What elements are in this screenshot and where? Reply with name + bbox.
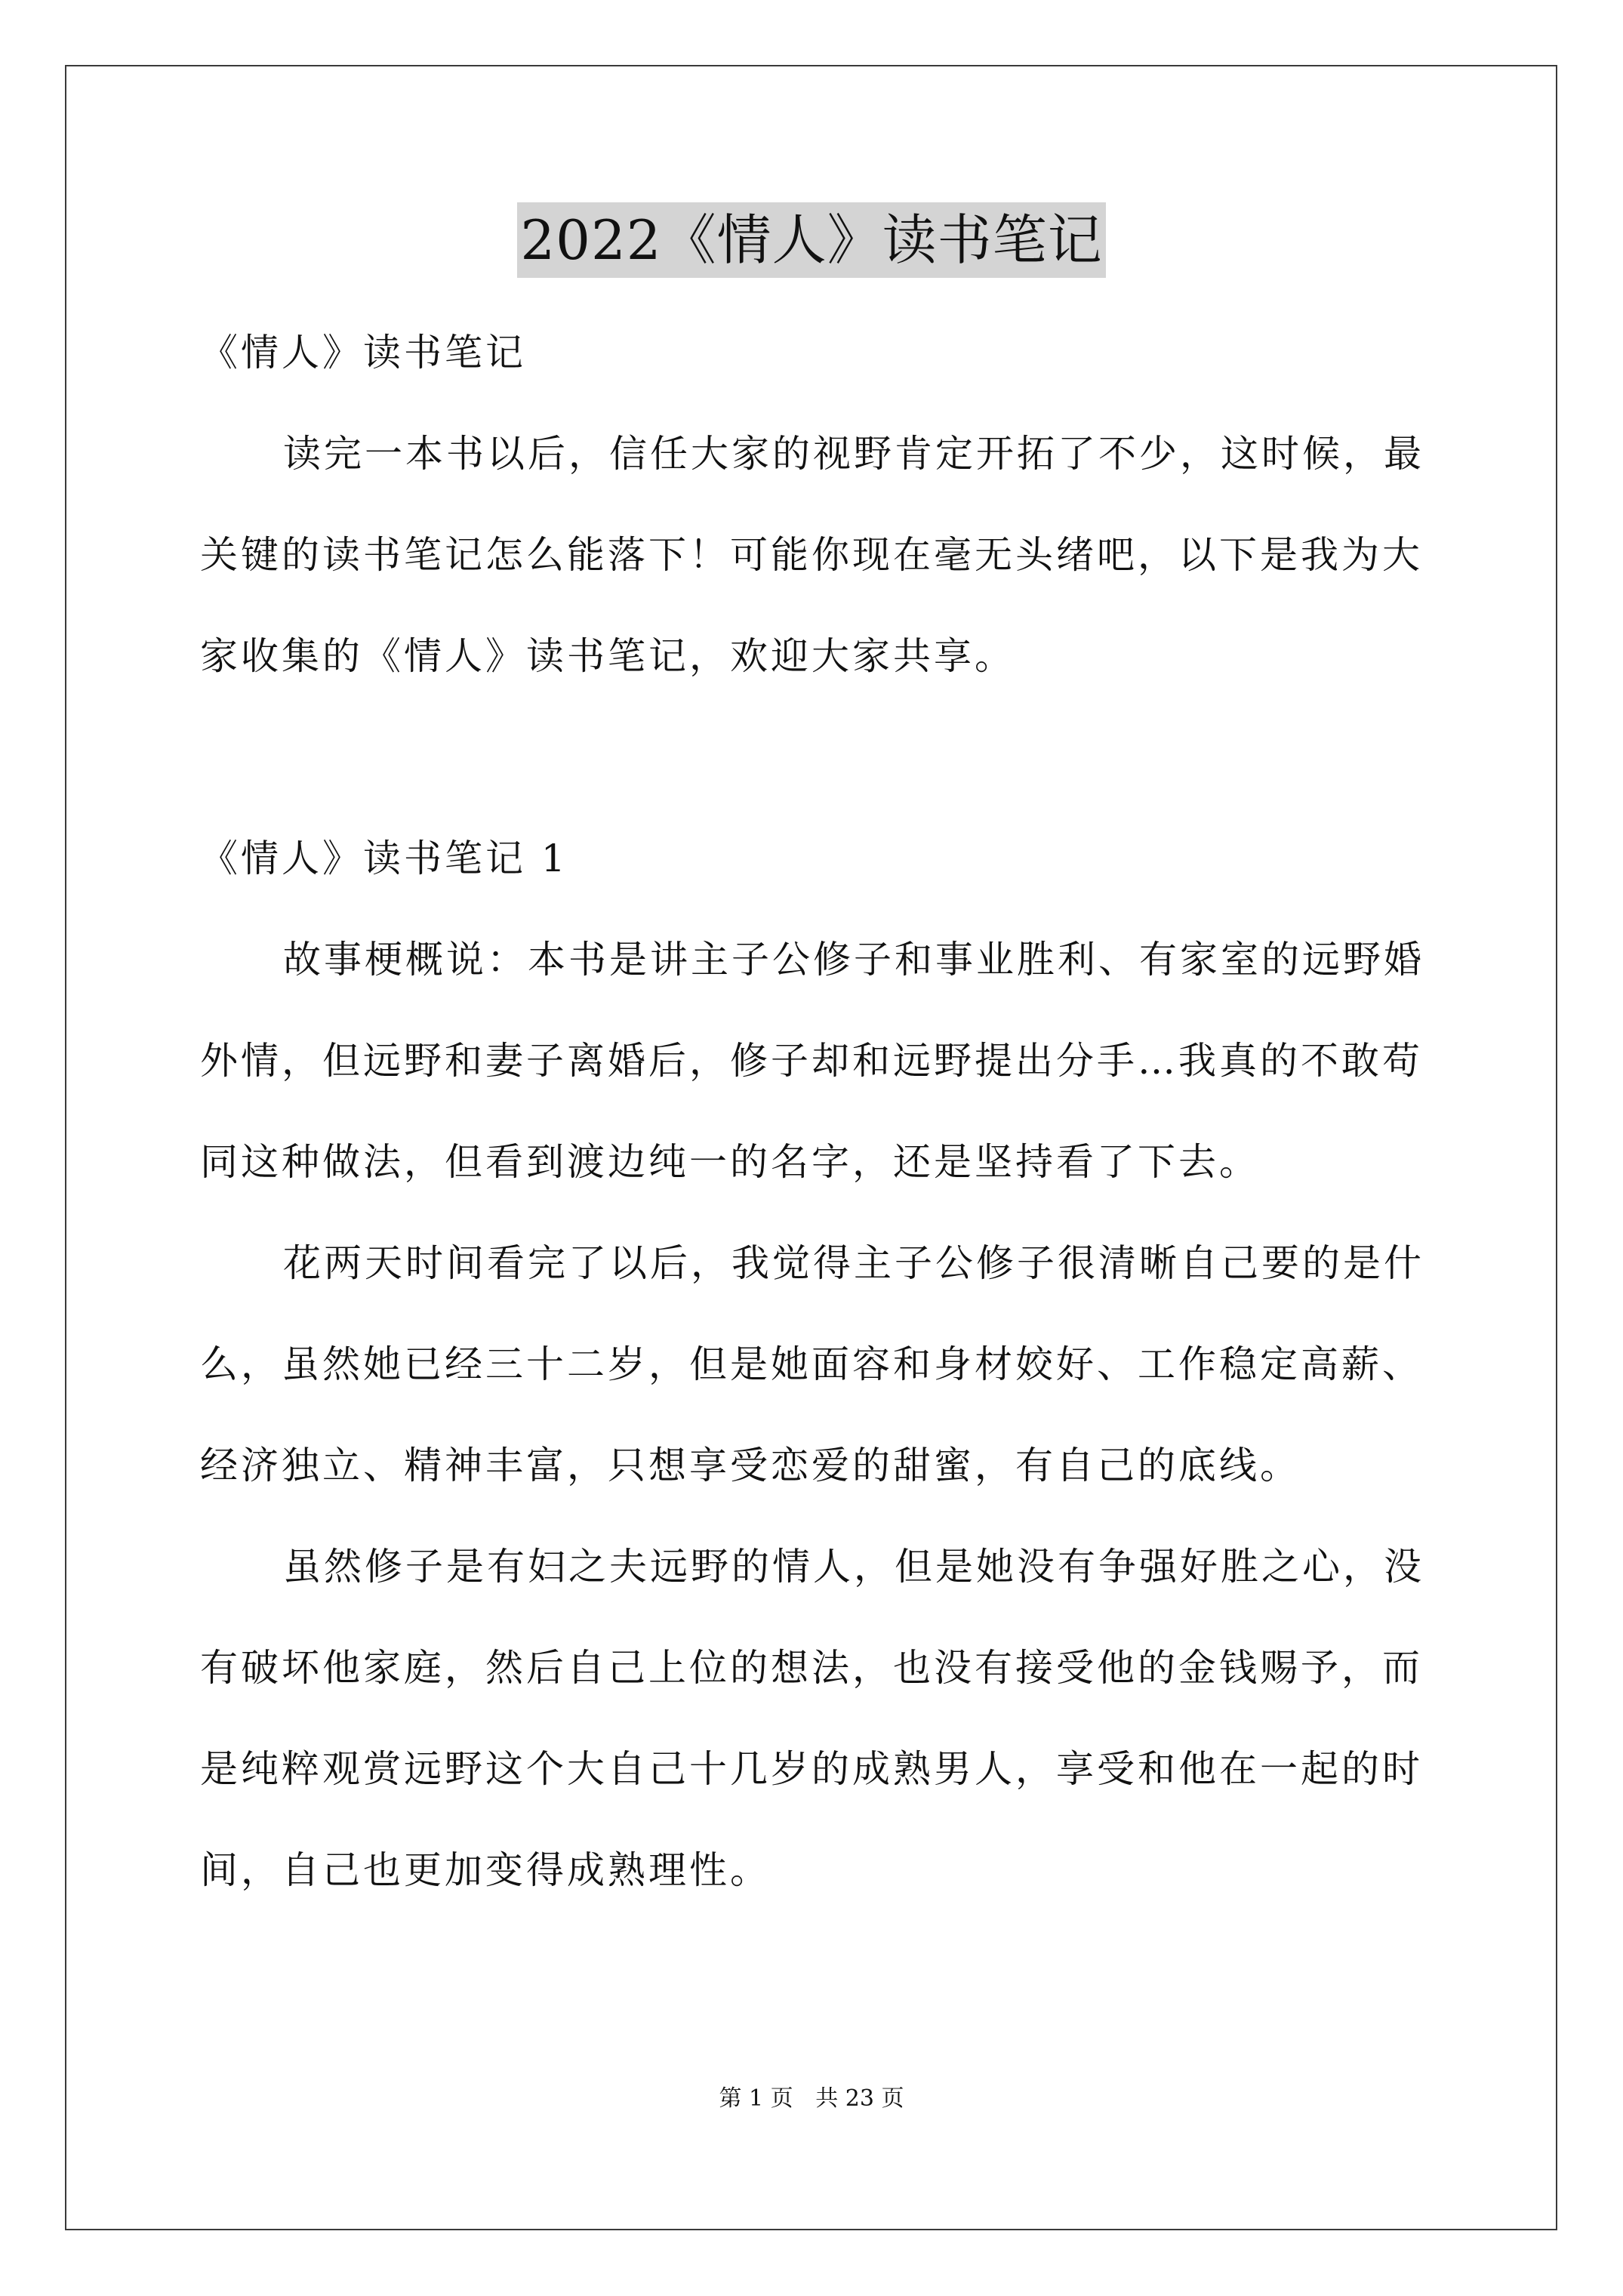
paragraph-line: 经济独立、精神丰富，只想享受恋爱的甜蜜，有自己的底线。 <box>200 1444 1301 1487</box>
intro-line: 关键的读书笔记怎么能落下！可能你现在毫无头绪吧，以下是我为大 <box>200 533 1423 577</box>
spacer <box>200 707 1431 808</box>
paragraph-line: 花两天时间看完了以后，我觉得主子公修子很清晰自己要的是什 <box>283 1241 1424 1285</box>
title-container <box>0 202 1623 278</box>
page-total: 共 23 页 <box>815 2085 904 2112</box>
paragraph-line: 故事梗概说：本书是讲主子公修子和事业胜利、有家室的远野婚 <box>283 938 1424 982</box>
paragraph-line: 虽然修子是有妇之夫远野的情人，但是她没有争强好胜之心，没 <box>283 1545 1424 1589</box>
paragraph-line: 外情，但远野和妻子离婚后，修子却和远野提出分手…我真的不敢苟 <box>200 1039 1423 1083</box>
paragraph-line: 间，自己也更加变得成熟理性。 <box>200 1848 771 1892</box>
document-title: 2022《情人》读书笔记 <box>517 202 1105 278</box>
intro-line: 读完一本书以后，信任大家的视野肯定开拓了不少，这时候，最 <box>283 432 1424 476</box>
section-heading: 《情人》读书笔记 1 <box>200 837 568 880</box>
document-body <box>200 302 1431 1921</box>
intro-line: 家收集的《情人》读书笔记，欢迎大家共享。 <box>200 634 1015 678</box>
paragraph-line: 同这种做法，但看到渡边纯一的名字，还是坚持看了下去。 <box>200 1140 1260 1184</box>
paragraph-line: 有破坏他家庭，然后自己上位的想法，也没有接受他的金钱赐予，而 <box>200 1646 1423 1690</box>
paragraph-line: 么，虽然她已经三十二岁，但是她面容和身材姣好、工作稳定高薪、 <box>200 1342 1423 1386</box>
heading: 《情人》读书笔记 <box>200 331 526 374</box>
page-footer <box>0 2084 1623 2114</box>
paragraph-line: 是纯粹观赏远野这个大自己十几岁的成熟男人，享受和他在一起的时 <box>200 1747 1423 1791</box>
page-number: 第 1 页 <box>719 2085 793 2112</box>
